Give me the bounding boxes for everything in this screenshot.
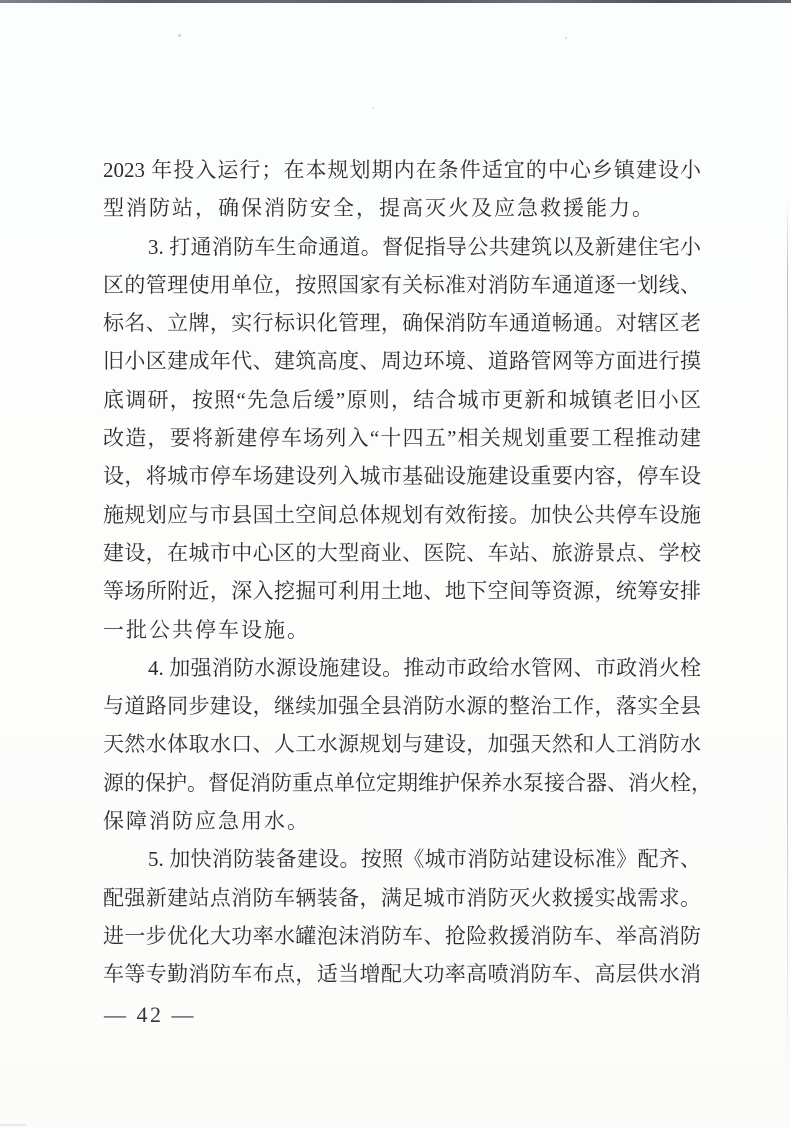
- text-line: 改造，要将新建停车场列入“十四五”相关规划重要工程推动建: [103, 426, 701, 451]
- text-line: 车等专勤消防车布点，适当增配大功率高喷消防车、高层供水消: [103, 962, 701, 987]
- text-line-paragraph-5-start: 5. 加快消防装备建设。按照《城市消防站建设标准》配齐、: [148, 847, 701, 872]
- scan-artifact-right-line: [787, 200, 788, 1086]
- text-line: 一批公共停车设施。: [103, 617, 310, 642]
- text-line: 型消防站，确保消防安全，提高灭火及应急救援能力。: [103, 196, 655, 221]
- text-line: 2023 年投入运行；在本规划期内在条件适宜的中心乡镇建设小: [103, 158, 701, 182]
- scan-artifact-corner-mark: [0, 1124, 26, 1126]
- scan-speck: [372, 107, 374, 109]
- document-body: [103, 151, 712, 994]
- scan-artifact-top-edge: [0, 0, 791, 3]
- text-line: 与道路同步建设，继续加强全县消防水源的整治工作，落实全县: [103, 694, 701, 719]
- text-line: 旧小区建成年代、建筑高度、周边环境、道路管网等方面进行摸: [103, 349, 701, 374]
- text-line: 建设，在城市中心区的大型商业、医院、车站、旅游景点、学校: [103, 540, 701, 565]
- text-line: 施规划应与市县国土空间总体规划有效衔接。加快公共停车设施: [103, 502, 701, 527]
- text-line: 保障消防应急用水。: [103, 809, 310, 834]
- page-footer: [104, 1000, 196, 1030]
- scan-speck: [178, 34, 181, 37]
- text-line: 源的保护。督促消防重点单位定期维护保养水泵接合器、消火栓，: [103, 770, 712, 795]
- scan-speck: [565, 37, 567, 39]
- text-line-paragraph-3-start: 3. 打通消防车生命通道。督促指导公共建筑以及新建住宅小: [148, 234, 701, 259]
- text-line: 区的管理使用单位，按照国家有关标准对消防车通道逐一划线、: [103, 272, 701, 297]
- text-line: 进一步优化大功率水罐泡沫消防车、抢险救援消防车、举高消防: [103, 923, 701, 948]
- text-line: 标名、立牌，实行标识化管理，确保消防车通道畅通。对辖区老: [103, 311, 701, 336]
- text-line: 设，将城市停车场建设列入城市基础设施建设重要内容，停车设: [103, 464, 701, 489]
- text-line: 配强新建站点消防车辆装备，满足城市消防灭火救援实战需求。: [103, 885, 701, 910]
- text-line: 天然水体取水口、人工水源规划与建设，加强天然和人工消防水: [103, 732, 701, 757]
- page-number: — 42 —: [104, 1002, 196, 1027]
- text-line: 等场所附近，深入挖掘可利用土地、地下空间等资源，统筹安排: [103, 579, 701, 604]
- text-line: 底调研，按照“先急后缓”原则，结合城市更新和城镇老旧小区: [103, 387, 701, 412]
- text-line-paragraph-4-start: 4. 加强消防水源设施建设。推动市政给水管网、市政消火栓: [148, 655, 701, 680]
